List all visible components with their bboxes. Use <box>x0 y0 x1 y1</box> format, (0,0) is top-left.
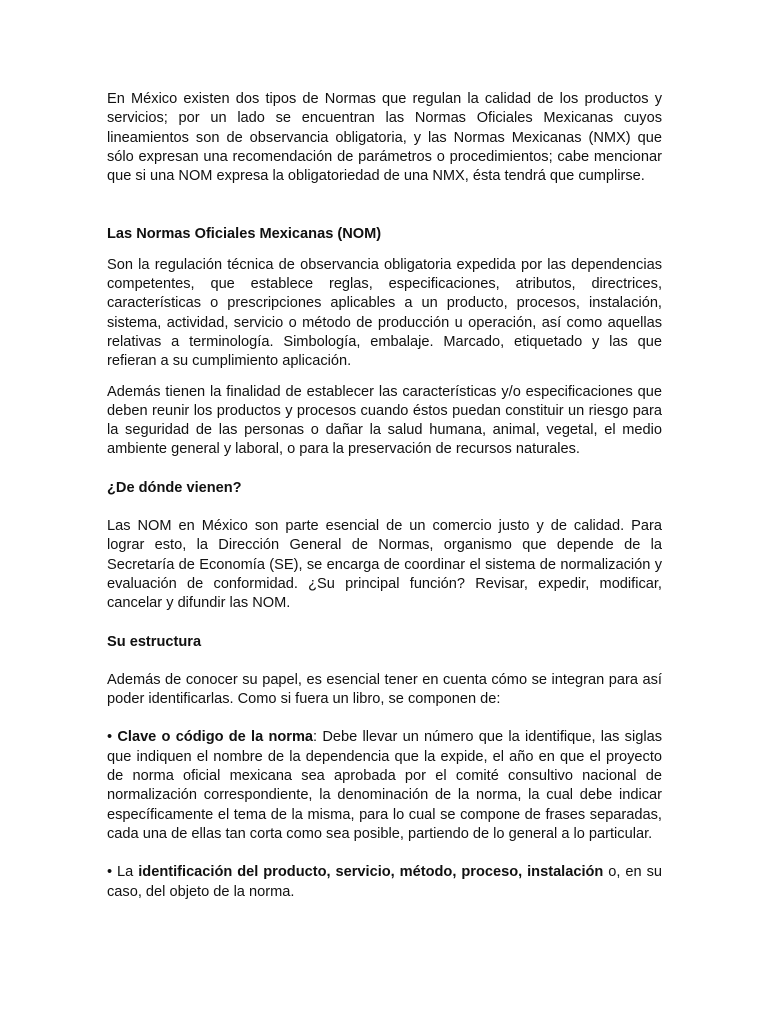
heading-estructura: Su estructura <box>107 633 202 650</box>
bullet-identificacion-text: o, en su caso, del objeto de la norma. <box>107 864 663 900</box>
bullet-marker: • <box>107 864 113 881</box>
estructura-paragraph: Además de conocer su papel, es esencial tener en cuenta cómo se integran para así poder identificarlas. Como si fuera un libro, se componen de: <box>107 671 662 708</box>
bullet-identificacion-bold: identificación del producto, servicio, método, proceso, instalación <box>138 864 604 881</box>
bullet-identificacion <box>107 863 662 902</box>
heading-origen: ¿De dónde vienen? <box>107 479 242 496</box>
bullet-clave <box>107 728 662 844</box>
intro-paragraph: En México existen dos tipos de Normas que regulan la calidad de los productos y servicios; por un lado se encuentran las Normas Oficiales Mexicanas cuyos lineamientos son de observancia obligatoria, y las Normas Mexicanas (NMX) que sólo expresan una recomendación de parámetros o procedimientos; cabe mencionar que si una NOM expresa la obligatoriedad de una NMX, ésta tendrá que cumplirse. <box>107 91 662 185</box>
heading-nom: Las Normas Oficiales Mexicanas (NOM) <box>107 226 382 243</box>
origen-paragraph: Las NOM en México son parte esencial de un comercio justo y de calidad. Para lograr esto, la Dirección General de Normas, organismo que depende de la Secretaría de Economía (SE), se encarga de coordinar el sistema de normalización y evaluación de conformidad. ¿Su principal función? Revisar, expedir, modificar, cancelar y difundir las NOM. <box>107 518 662 612</box>
bullet-marker: • <box>107 729 113 746</box>
bullet-identificacion-pre: La <box>112 864 139 881</box>
bullet-clave-text: : Debe llevar un número que la identifique, las siglas que indiquen el nombre de la dependencia que la expide, el año en que el proyecto de norma oficial mexicana sea aprobada por el comité consultivo nacional de normalización correspondiente, la denominación de la norma, la cual debe indicar específicamente el tema de la misma, para lo cual se compone de frases separadas, cada una de ellas tan corta como sea posible, partiendo de lo general a lo particular. <box>107 729 662 842</box>
bullet-clave-bold: Clave o código de la norma <box>117 729 314 746</box>
nom-paragraph-2: Además tienen la finalidad de establecer las características y/o especificaciones que deben reunir los productos y procesos cuando éstos puedan constituir un riesgo para la seguridad de las personas o dañar la salud humana, animal, vegetal, el medio ambiente general y laboral, o para la preservación de recursos naturales. <box>107 383 662 458</box>
document-page <box>107 90 662 902</box>
nom-paragraph-1: Son la regulación técnica de observancia obligatoria expedida por las dependencias competentes, que establece reglas, especificaciones, atributos, directrices, características o prescripciones aplicables a un producto, procesos, instalación, sistema, actividad, servicio o método de producción u operación, así como aquellas relativas a terminología. Simbología, embalaje. Marcado, etiquetado y las que refieran a su cumplimiento aplicación. <box>107 256 662 370</box>
